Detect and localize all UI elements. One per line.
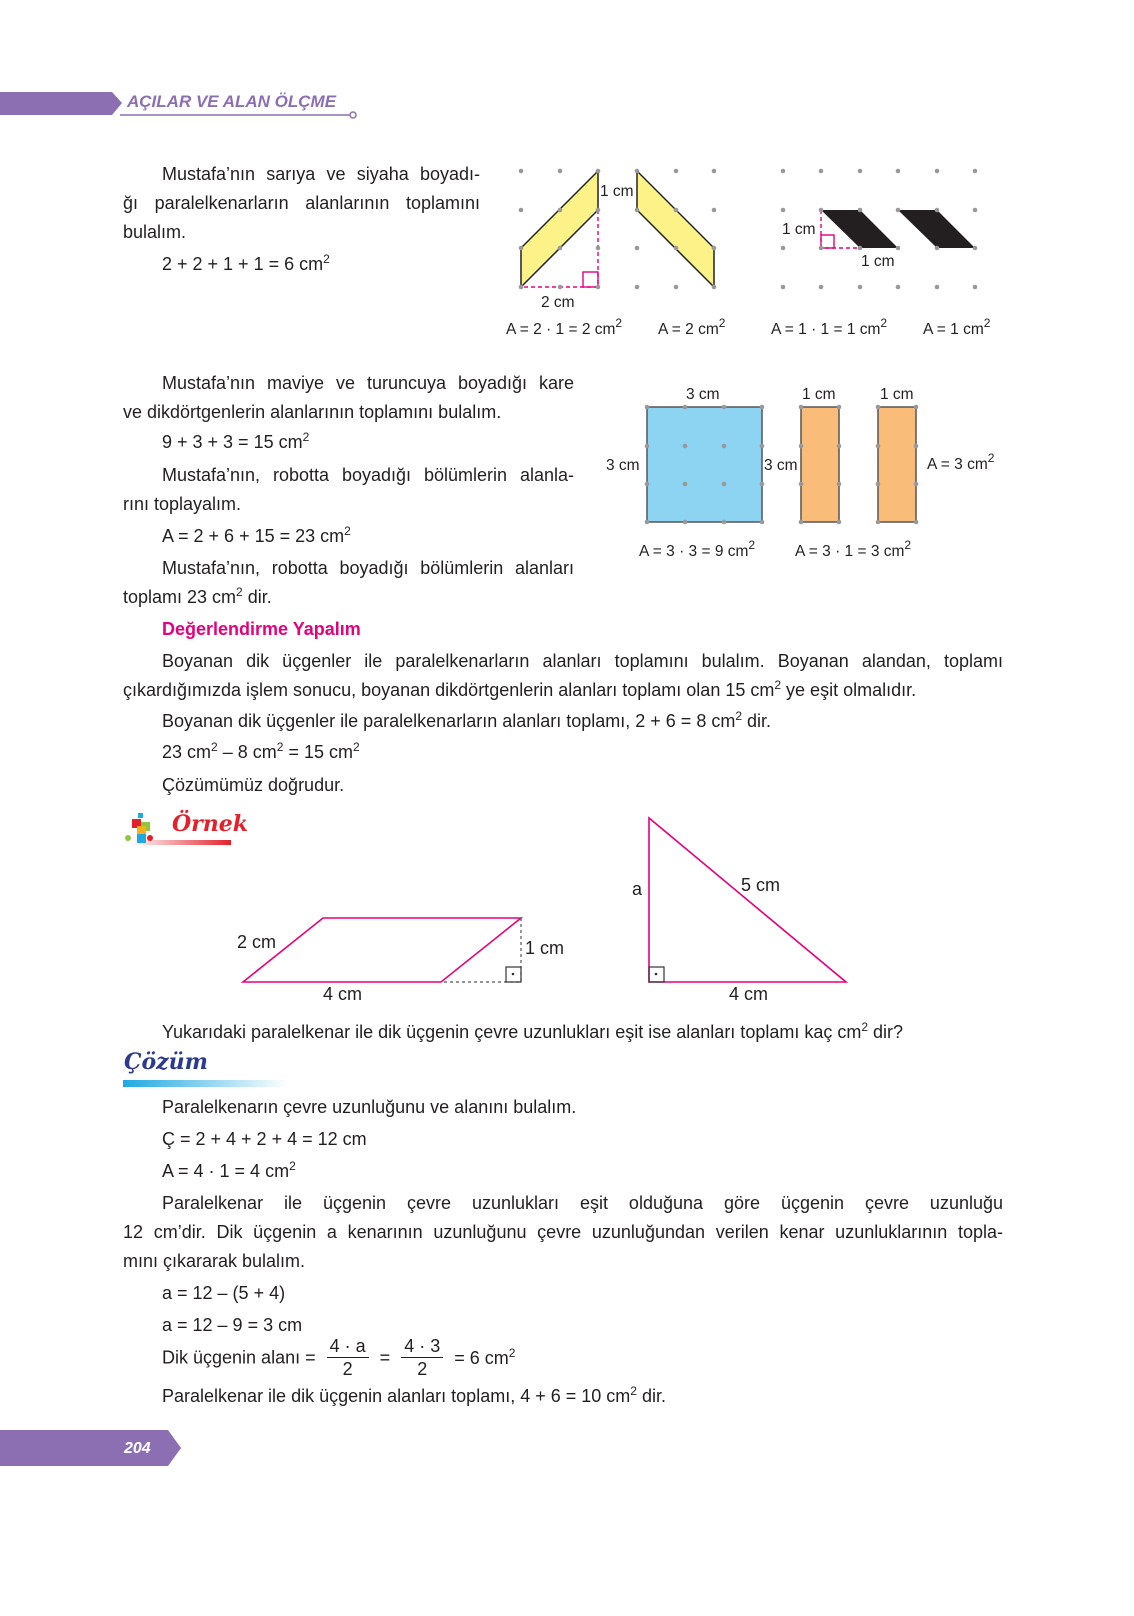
text-line: Paralelkenar ile üçgenin çevre uzunlukları eşit olduğuna göre üçgenin çevre uzunluğu — [162, 1193, 1003, 1213]
text-line: mını çıkararak bulalım. — [123, 1251, 306, 1271]
grid-dot — [819, 169, 824, 174]
text-line: Çözümümüz doğrudur. — [162, 775, 345, 795]
grid-dot — [683, 482, 688, 487]
black-parallelogram — [898, 210, 975, 248]
grid-dot — [712, 246, 717, 251]
grid-dot — [837, 444, 842, 449]
grid-dot — [519, 285, 524, 290]
example-heading: Örnek — [172, 811, 248, 837]
grid-dot — [635, 246, 640, 251]
triangle-area-equation: Dik üçgenin alanı = $\frac{4 \cdot a}{2}$ = $\frac{4 \cdot 3}{2}$ = 6 $cm^2$ — [162, 1336, 516, 1379]
fig1-area-1: A = 2 · 1 = 2 $cm^2$ — [506, 316, 623, 338]
grid-dot — [819, 246, 824, 251]
right-angle-mark — [583, 272, 598, 287]
grid-dot — [645, 444, 650, 449]
grid-dot — [645, 520, 650, 525]
fig2-area-1: A = 1 · 1 = 1 $cm^2$ — [771, 316, 888, 338]
text-line: Boyanan dik üçgenler ile paralelkenarların alanları toplamını bulalım. Boyanan alandan, toplamı — [162, 651, 1003, 671]
grid-dot — [876, 482, 881, 487]
grid-dot — [781, 169, 786, 174]
grid-dot — [935, 246, 940, 251]
grid-dot — [896, 285, 901, 290]
grid-dot — [799, 520, 804, 525]
equation: a = 12 – (5 + 4) — [162, 1283, 286, 1303]
grid-dot — [876, 520, 881, 525]
grid-dot — [819, 208, 824, 213]
equation: 2 + 2 + 1 + 1 = 6 $cm^2$ — [162, 252, 330, 274]
square-left-label: 3 cm — [606, 457, 640, 474]
right-angle-mark — [821, 235, 834, 248]
equation: a = 12 – 9 = 3 cm — [162, 1315, 303, 1335]
grid-dot — [781, 246, 786, 251]
grid-dot — [935, 208, 940, 213]
text-line: bulalım. — [123, 222, 187, 242]
grid-dot — [635, 208, 640, 213]
square-top-label: 3 cm — [686, 386, 720, 403]
rect2-top-label: 1 cm — [880, 386, 914, 403]
solution-heading: Çözüm — [124, 1049, 208, 1075]
text-line: ğı paralelkenarların alanlarının toplamını — [123, 193, 480, 213]
para-height-label: 1 cm — [525, 938, 565, 958]
text-line: Mustafa’nın sarıya ve siyaha boyadı- — [162, 164, 480, 184]
grid-dot — [914, 482, 919, 487]
grid-dot — [876, 405, 881, 410]
chapter-title: AÇILAR VE ALAN ÖLÇME — [127, 92, 337, 111]
rect-area: A = 3 · 1 = 3 $cm^2$ — [795, 538, 912, 560]
grid-dot — [596, 169, 601, 174]
grid-dot — [781, 285, 786, 290]
yellow-parallelogram — [637, 171, 714, 287]
text-line: Paralelkenar ile dik üçgenin alanları toplamı, 4 + 6 = 10 $cm^2$ dir. — [162, 1384, 666, 1406]
grid-dot — [558, 246, 563, 251]
grid-dot — [596, 246, 601, 251]
grid-dot — [674, 285, 679, 290]
equation: A = 2 + 6 + 15 = 23 $cm^2$ — [162, 524, 351, 546]
grid-dot — [635, 169, 640, 174]
tri-a-label: a — [632, 879, 643, 899]
grid-dot — [799, 482, 804, 487]
grid-dot — [973, 169, 978, 174]
evaluation-heading: Değerlendirme Yapalım — [162, 619, 361, 639]
fig1-height-label: 1 cm — [600, 183, 634, 200]
grid-dot — [635, 285, 640, 290]
text-line: toplamı 23 $cm^2$ dir. — [123, 585, 272, 607]
grid-dot — [558, 169, 563, 174]
fig2-height-label: 1 cm — [782, 221, 816, 238]
grid-dot — [837, 520, 842, 525]
grid-dot — [760, 405, 765, 410]
grid-dot — [819, 285, 824, 290]
example-right-triangle — [649, 818, 846, 982]
grid-dot — [722, 482, 727, 487]
example-parallelogram — [243, 918, 521, 982]
grid-dot — [914, 444, 919, 449]
grid-dot — [914, 405, 919, 410]
grid-dot — [914, 520, 919, 525]
grid-dot — [683, 444, 688, 449]
grid-dot — [858, 169, 863, 174]
grid-dot — [596, 208, 601, 213]
fig1-base-label: 2 cm — [541, 294, 575, 311]
grid-dot — [935, 169, 940, 174]
grid-dot — [712, 285, 717, 290]
example-question: Yukarıdaki paralelkenar ile dik üçgenin çevre uzunlukları eşit ise alanları toplamı kaç $cm^2$ dir? — [162, 1020, 904, 1042]
grid-dot — [781, 208, 786, 213]
grid-dot — [973, 285, 978, 290]
grid-dot — [973, 246, 978, 251]
text-line: Boyanan dik üçgenler ile paralelkenarların alanları toplamı, 2 + 6 = 8 $cm^2$ dir. — [162, 709, 772, 731]
grid-dot — [674, 208, 679, 213]
fig2-base-label: 1 cm — [861, 253, 895, 270]
footer-banner — [0, 1430, 181, 1466]
grid-dot — [896, 169, 901, 174]
grid-dot — [896, 246, 901, 251]
grid-dot — [519, 208, 524, 213]
cozum-underline — [123, 1080, 288, 1087]
grid-dot — [760, 444, 765, 449]
grid-dot — [596, 285, 601, 290]
grid-dot — [519, 246, 524, 251]
text-line: Mustafa’nın, robotta boyadığı bölümlerin alanla- — [162, 465, 574, 485]
fig2-area-2: A = 1 $cm^2$ — [923, 316, 991, 338]
grid-dot — [876, 444, 881, 449]
grid-dot — [674, 246, 679, 251]
page-number: 204 — [124, 1440, 151, 1457]
equation: 23 $cm^2 - 8$ $cm^2 = 15$ $cm^2$ — [162, 740, 360, 762]
grid-dot — [712, 169, 717, 174]
grid-dot — [674, 169, 679, 174]
grid-dot — [722, 444, 727, 449]
text-line: ve dikdörtgenlerin alanlarının toplamını bulalım. — [123, 402, 502, 422]
grid-dot — [858, 208, 863, 213]
grid-dot — [722, 405, 727, 410]
grid-dot — [558, 208, 563, 213]
square-area: A = 3 · 3 = 9 $cm^2$ — [639, 538, 756, 560]
grid-dot — [837, 405, 842, 410]
grid-dot — [722, 520, 727, 525]
grid-dot — [645, 482, 650, 487]
tri-hyp-label: 5 cm — [741, 875, 781, 895]
grid-dot — [799, 405, 804, 410]
grid-dot — [896, 208, 901, 213]
grid-dot — [683, 520, 688, 525]
equation: 9 + 3 + 3 = 15 $cm^2$ — [162, 430, 310, 452]
para-side-label: 2 cm — [237, 932, 277, 952]
grid-dot — [645, 405, 650, 410]
rect1-top-label: 1 cm — [802, 386, 836, 403]
grid-dot — [837, 482, 842, 487]
text-line: 12 cm’dir. Dik üçgenin a kenarının uzunluğunu çevre uzunluğundan verilen kenar uzunluklarının topla- — [123, 1222, 1003, 1242]
grid-dot — [858, 285, 863, 290]
grid-dot — [558, 285, 563, 290]
grid-dot — [935, 285, 940, 290]
grid-dot — [760, 520, 765, 525]
equation: Ç = 2 + 4 + 2 + 4 = 12 cm — [162, 1129, 367, 1149]
grid-dot — [799, 444, 804, 449]
grid-dot — [858, 246, 863, 251]
text-line: rını toplayalım. — [123, 494, 242, 514]
text-line: Mustafa’nın, robotta boyadığı bölümlerin alanları — [162, 558, 574, 578]
grid-dot — [973, 208, 978, 213]
grid-dot — [519, 169, 524, 174]
text-line: çıkardığımızda işlem sonucu, boyanan dikdörtgenlerin alanları toplamı olan 15 $cm^2$ ye eşit olmalıdır. — [123, 678, 917, 700]
para-base-label: 4 cm — [323, 984, 363, 1004]
yellow-parallelogram — [521, 171, 598, 287]
text-line: Paralelkenarın çevre uzunluğunu ve alanını bulalım. — [162, 1097, 577, 1117]
grid-dot — [760, 482, 765, 487]
tri-base-label: 4 cm — [729, 984, 769, 1004]
rect1-left-label: 3 cm — [764, 457, 798, 474]
rect2-area-label: A = 3 $cm^2$ — [927, 451, 995, 473]
equation: A = 4 · 1 = 4 $cm^2$ — [162, 1159, 296, 1181]
grid-dot — [683, 405, 688, 410]
text-line: Mustafa’nın maviye ve turuncuya boyadığı kare — [162, 373, 574, 393]
fig1-area-2: A = 2 $cm^2$ — [658, 316, 726, 338]
grid-dot — [712, 208, 717, 213]
black-parallelogram — [821, 210, 898, 248]
